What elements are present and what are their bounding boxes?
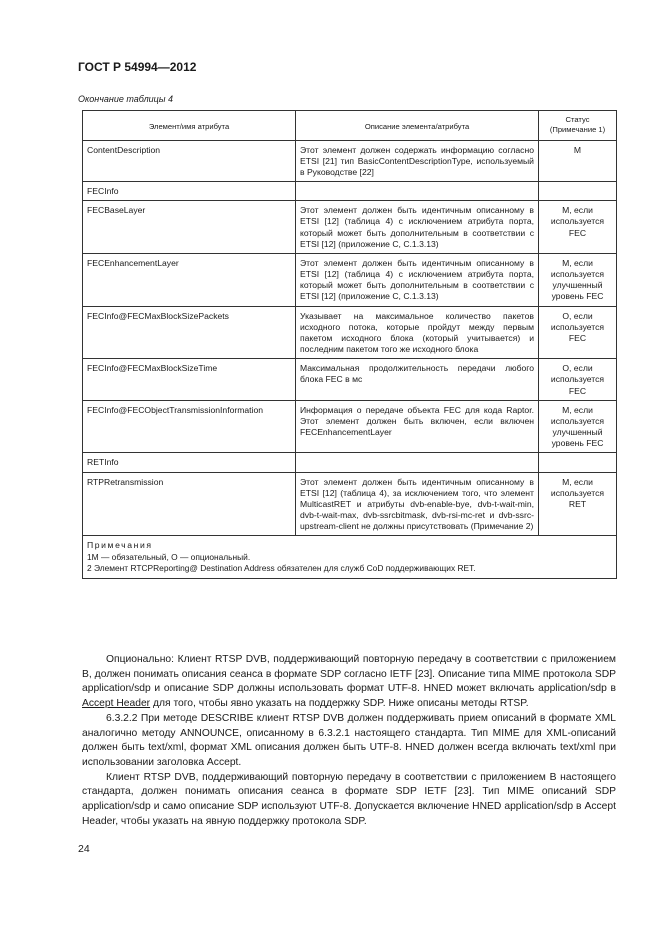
table-row — [83, 400, 617, 453]
element-status: M, если используется RET — [539, 472, 617, 536]
accept-header-term: Accept Header — [82, 698, 151, 710]
notes-row — [83, 536, 617, 578]
table-row — [83, 472, 617, 536]
element-status: M — [539, 140, 617, 182]
element-description: Максимальная продолжительность передачи любого блока FEC в мс — [296, 359, 539, 401]
table-row — [83, 253, 617, 306]
table-row — [83, 182, 617, 201]
element-name: ContentDescription — [83, 140, 296, 182]
element-name: FECBaseLayer — [83, 201, 296, 254]
element-status: O, если используется FEC — [539, 306, 617, 359]
element-description — [296, 182, 539, 201]
element-status: M, если используется улучшенный уровень FEC — [539, 400, 617, 453]
table-row — [83, 201, 617, 254]
table-caption: Окончание таблицы 4 — [78, 94, 173, 104]
spec-table — [82, 110, 617, 579]
element-name: FECInfo@FECMaxBlockSizePackets — [83, 306, 296, 359]
body-text — [82, 653, 616, 830]
element-name: FECInfo — [83, 182, 296, 201]
document-header: ГОСТ Р 54994—2012 — [78, 60, 197, 74]
table-header-row — [83, 111, 617, 141]
element-description — [296, 453, 539, 472]
element-description: Этот элемент должен быть идентичным описанному в ETSI [12] (таблица 4) с исключением атрибута порта, который может быть дополнительным в соответствии с ETSI [12] (приложение С, С.1.3.13) — [296, 253, 539, 306]
table-row — [83, 306, 617, 359]
element-description: Этот элемент должен содержать информацию согласно ETSI [21] тип BasicContentDescriptionType, используемый в Руководстве [22] — [296, 140, 539, 182]
table-notes — [83, 536, 617, 578]
element-description: Информация о передаче объекта FEC для кода Raptor. Этот элемент должен быть включен, если включен FECEnhancementLayer — [296, 400, 539, 453]
table-row — [83, 453, 617, 472]
element-status — [539, 182, 617, 201]
element-description: Указывает на максимальное количество пакетов исходного потока, которые пройдут между первым пакетом исходного блока (который учитывается) и последним пакетом того же исходного блока — [296, 306, 539, 359]
element-status — [539, 453, 617, 472]
element-name: RTPRetransmission — [83, 472, 296, 536]
element-name: FECEnhancementLayer — [83, 253, 296, 306]
element-name: RETInfo — [83, 453, 296, 472]
status-header-line1: Статус — [565, 115, 590, 124]
page-number: 24 — [78, 843, 90, 855]
table-row — [83, 140, 617, 182]
status-header-line2: (Примечание 1) — [549, 125, 606, 135]
paragraph-text: Опционально: Клиент RTSP DVB, поддерживающий повторную передачу в соответствии с приложением В, должен понимать описания сеанса в формате SDP согласно IETF [23]. Описание типа MIME протокола SDP application/sdp и описание SDP должны использовать формат UTF-8. HNED может включать application/sdp в — [82, 654, 616, 695]
table-row — [83, 359, 617, 401]
note-1: 1М — обязательный, О — опциональный. — [87, 552, 251, 563]
element-name: FECInfo@FECMaxBlockSizeTime — [83, 359, 296, 401]
element-description: Этот элемент должен быть идентичным описанному в ETSI [12] (таблица 4), за исключением того, что элемент MulticastRET и атрибуты dvb-enable-bye, dvb-t-wait-min, dvb-t-wait-max, dvb-ssrcbitmask, dvb-rsi-mc-ret и dvb-ssrc-upstream-client не должны присутствовать (Примечание 2) — [296, 472, 539, 536]
paragraph-optional-rtsp — [82, 653, 616, 712]
column-header-description: Описание элемента/атрибута — [296, 111, 539, 141]
note-2: 2 Элемент RTCPReporting@ Destination Address обязателен для служб CoD поддерживающих RET. — [87, 563, 476, 574]
column-header-status — [539, 111, 617, 141]
element-status: M, если используется FEC — [539, 201, 617, 254]
paragraph-describe-method: 6.3.2.2 При методе DESCRIBE клиент RTSP DVB должен поддерживать прием описаний в формате XML аналогично методу ANNOUNCE, описанному в 6.3.2.1 настоящего стандарта. Тип MIME для XML-описаний должен быть text/xml, формат XML описания должен быть UTF-8. HNED должен всегда включать text/xml при использовании заголовка Accept. — [82, 712, 616, 769]
element-status: O, если используется FEC — [539, 359, 617, 401]
paragraph-text-tail: для того, чтобы явно указать на поддержку SDP. Ниже описаны методы RTSP. — [153, 698, 529, 710]
paragraph-retransmission-client: Клиент RTSP DVB, поддерживающий повторную передачу в соответствии с приложением В настоящего стандарта, должен понимать описания сеанса в формате SDP IETF [23]. Тип MIME описаний SDP application/sdp и само описание SDP используют UTF-8. Допускается включение HNED application/sdp в Accept Header, чтобы указать на явную поддержку протокола SDP. — [82, 771, 616, 827]
element-name: FECInfo@FECObjectTransmissionInformation — [83, 400, 296, 453]
notes-title: Примечания — [87, 540, 153, 551]
element-description: Этот элемент должен быть идентичным описанному в ETSI [12] (таблица 4) с исключением атрибута порта, который может быть дополнительным в соответствии с ETSI [12] (приложение С, С.1.3.13) — [296, 201, 539, 254]
element-status: M, если используется улучшенный уровень FEC — [539, 253, 617, 306]
column-header-name: Элемент/имя атрибута — [83, 111, 296, 141]
